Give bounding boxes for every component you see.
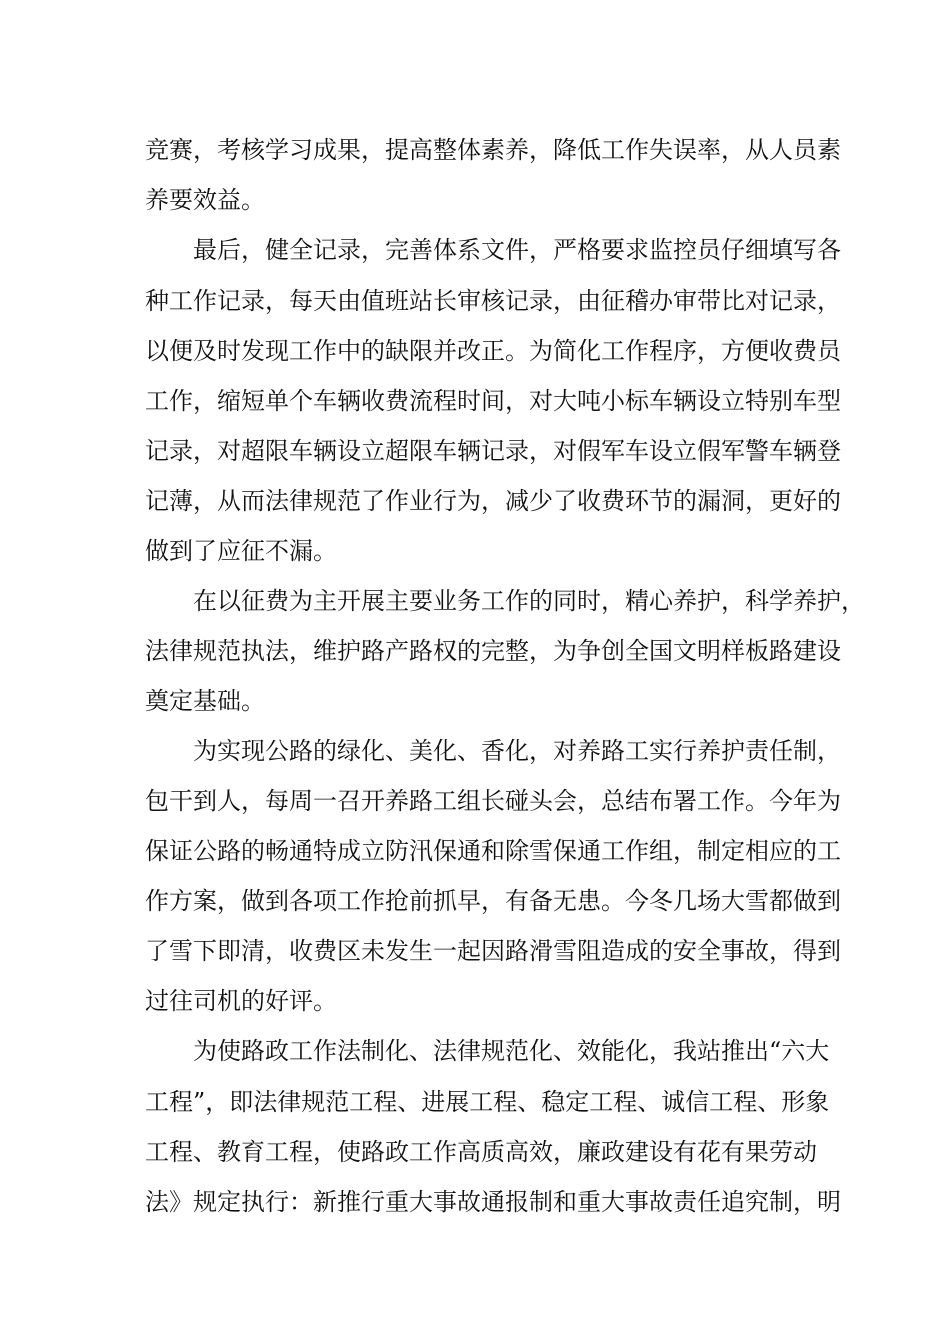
text-line: 作方案，做到各项工作抢前抓早，有备无患。今冬几场大雪都做到 (145, 887, 841, 915)
paragraph-start-line: 为实现公路的绿化、美化、香化，对养路工实行养护责任制， (193, 737, 841, 765)
paragraph-start-line: 为使路政工作法制化、法律规范化、效能化，我站推出“六大 (193, 1037, 830, 1065)
text-line: 工作，缩短单个车辆收费流程时间，对大吨小标车辆设立特别车型 (145, 387, 841, 415)
text-line: 法》规定执行：新推行重大事故通报制和重大事故责任追究制，明 (145, 1188, 841, 1216)
text-line: 以便及时发现工作中的缺限并改正。为简化工作程序，方便收费员 (145, 337, 841, 365)
text-line: 保证公路的畅通特成立防汛保通和除雪保通工作组，制定相应的工 (145, 837, 841, 865)
paragraph-start-line: 在以征费为主开展主要业务工作的同时，精心养护，科学养护， (193, 587, 865, 615)
text-line: 种工作记录，每天由值班站长审核记录，由征稽办审带比对记录， (145, 287, 841, 315)
text-line: 工程、教育工程，使路政工作高质高效，廉政建设有花有果劳动 (145, 1138, 817, 1166)
text-line: 养要效益。 (145, 186, 265, 214)
text-line: 了雪下即清，收费区未发生一起因路滑雪阻造成的安全事故，得到 (145, 937, 841, 965)
text-line: 包干到人，每周一召开养路工组长碰头会，总结布署工作。今年为 (145, 787, 841, 815)
text-line: 工程”，即法律规范工程、进展工程、稳定工程、诚信工程、形象 (145, 1088, 830, 1116)
text-line: 竞赛，考核学习成果，提高整体素养，降低工作失误率，从人员素 (145, 136, 841, 164)
text-line: 记录，对超限车辆设立超限车辆记录，对假军车设立假军警车辆登 (145, 437, 841, 465)
text-line: 法律规范执法，维护路产路权的完整，为争创全国文明样板路建设 (145, 637, 841, 665)
text-line: 记薄，从而法律规范了作业行为，减少了收费环节的漏洞，更好的 (145, 487, 841, 515)
paragraph-start-line: 最后，健全记录，完善体系文件，严格要求监控员仔细填写各 (193, 236, 841, 264)
text-line: 做到了应征不漏。 (145, 537, 337, 565)
text-line: 过往司机的好评。 (145, 987, 337, 1015)
text-line: 奠定基础。 (145, 687, 265, 715)
